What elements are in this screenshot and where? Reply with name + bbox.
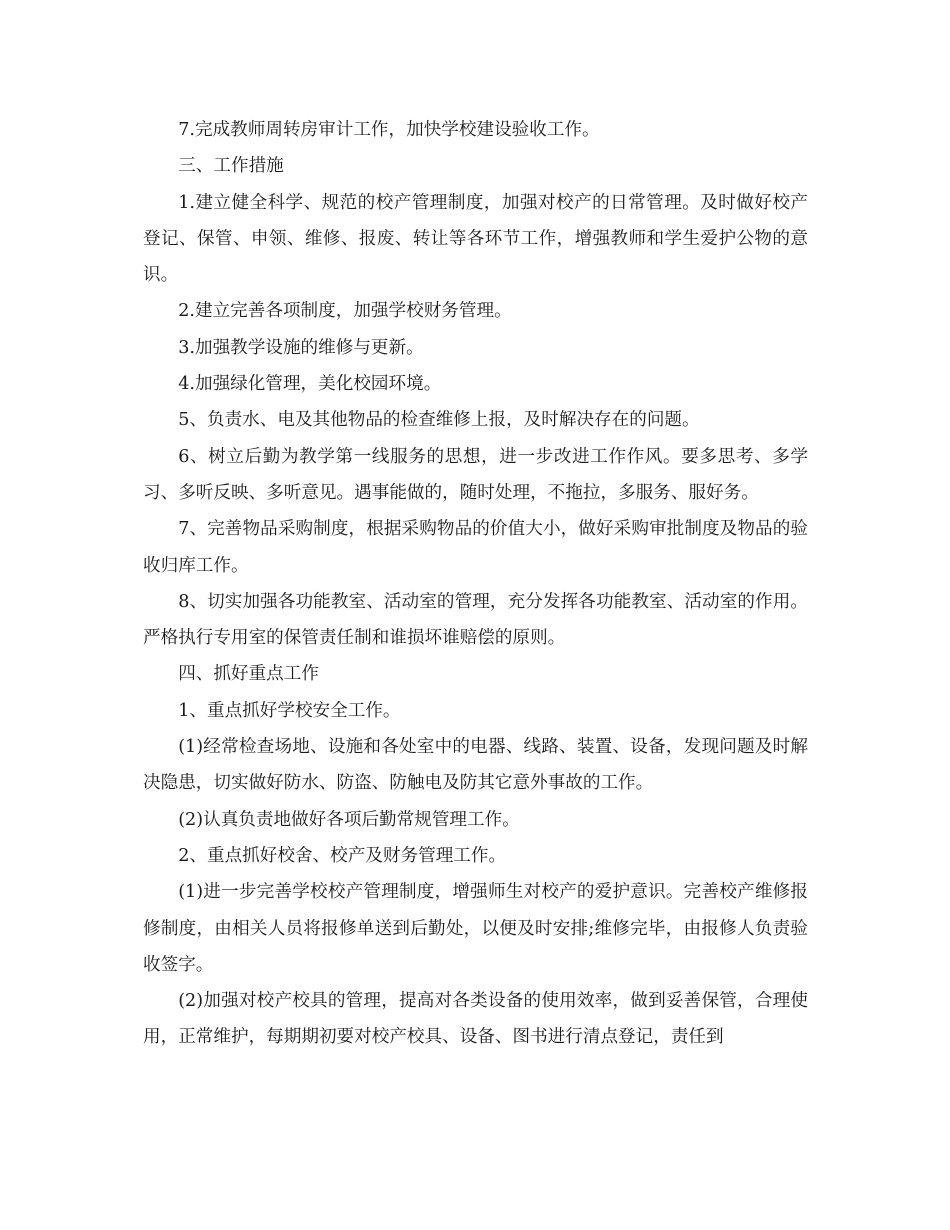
paragraph-key-1: 1、重点抓好学校安全工作。 bbox=[178, 700, 401, 721]
section-heading-measures: 三、工作措施 bbox=[178, 156, 284, 177]
document-body bbox=[143, 112, 808, 1056]
paragraph-key-1-sub-2: (2)认真负责地做好各项后勤常规管理工作。 bbox=[178, 809, 520, 830]
paragraph-item-7-audit: 7.完成教师周转房审计工作，加快学校建设验收工作。 bbox=[178, 120, 600, 140]
section-heading-key-work: 四、抓好重点工作 bbox=[178, 664, 319, 685]
paragraph-measure-3: 3.加强教学设施的维修与更新。 bbox=[178, 337, 424, 358]
paragraph-measure-4: 4.加强绿化管理，美化校园环境。 bbox=[178, 374, 442, 395]
paragraph-measure-1: 1.建立健全科学、规范的校产管理制度，加强对校产的日常管理。及时做好校产登记、保管、申领、维修、报废、转让等各环节工作，增强教师和学生爱护公物的意识。 bbox=[143, 192, 808, 286]
paragraph-key-2-sub-2: (2)加强对校产校具的管理，提高对各类设备的使用效率，做到妥善保管，合理使用，正常维护，每期期初要对校产校具、设备、图书进行清点登记，责任到 bbox=[143, 991, 808, 1048]
paragraph-measure-7: 7、完善物品采购制度，根据采购物品的价值大小，做好采购审批制度及物品的验收归库工作。 bbox=[143, 519, 808, 576]
paragraph-key-2-sub-1: (1)进一步完善学校校产管理制度，增强师生对校产的爱护意识。完善校产维修报修制度，由相关人员将报修单送到后勤处，以便及时安排;维修完毕，由报修人负责验收签字。 bbox=[143, 882, 808, 975]
paragraph-key-1-sub-1: (1)经常检查场地、设施和各处室中的电器、线路、装置、设备，发现问题及时解决隐患，切实做好防水、防盗、防触电及防其它意外事故的工作。 bbox=[143, 737, 808, 794]
paragraph-measure-8: 8、切实加强各功能教室、活动室的管理，充分发挥各功能教室、活动室的作用。严格执行专用室的保管责任制和谁损坏谁赔偿的原则。 bbox=[143, 591, 808, 649]
paragraph-measure-5: 5、负责水、电及其他物品的检查维修上报，及时解决存在的问题。 bbox=[178, 410, 700, 431]
paragraph-measure-2: 2.建立完善各项制度，加强学校财务管理。 bbox=[178, 301, 512, 322]
paragraph-measure-6: 6、树立后勤为教学第一线服务的思想，进一步改进工作作风。要多思考、多学习、多听反映、多听意见。遇事能做的，随时处理，不拖拉，多服务、服好务。 bbox=[143, 446, 808, 503]
paragraph-key-2: 2、重点抓好校舍、校产及财务管理工作。 bbox=[178, 845, 507, 866]
